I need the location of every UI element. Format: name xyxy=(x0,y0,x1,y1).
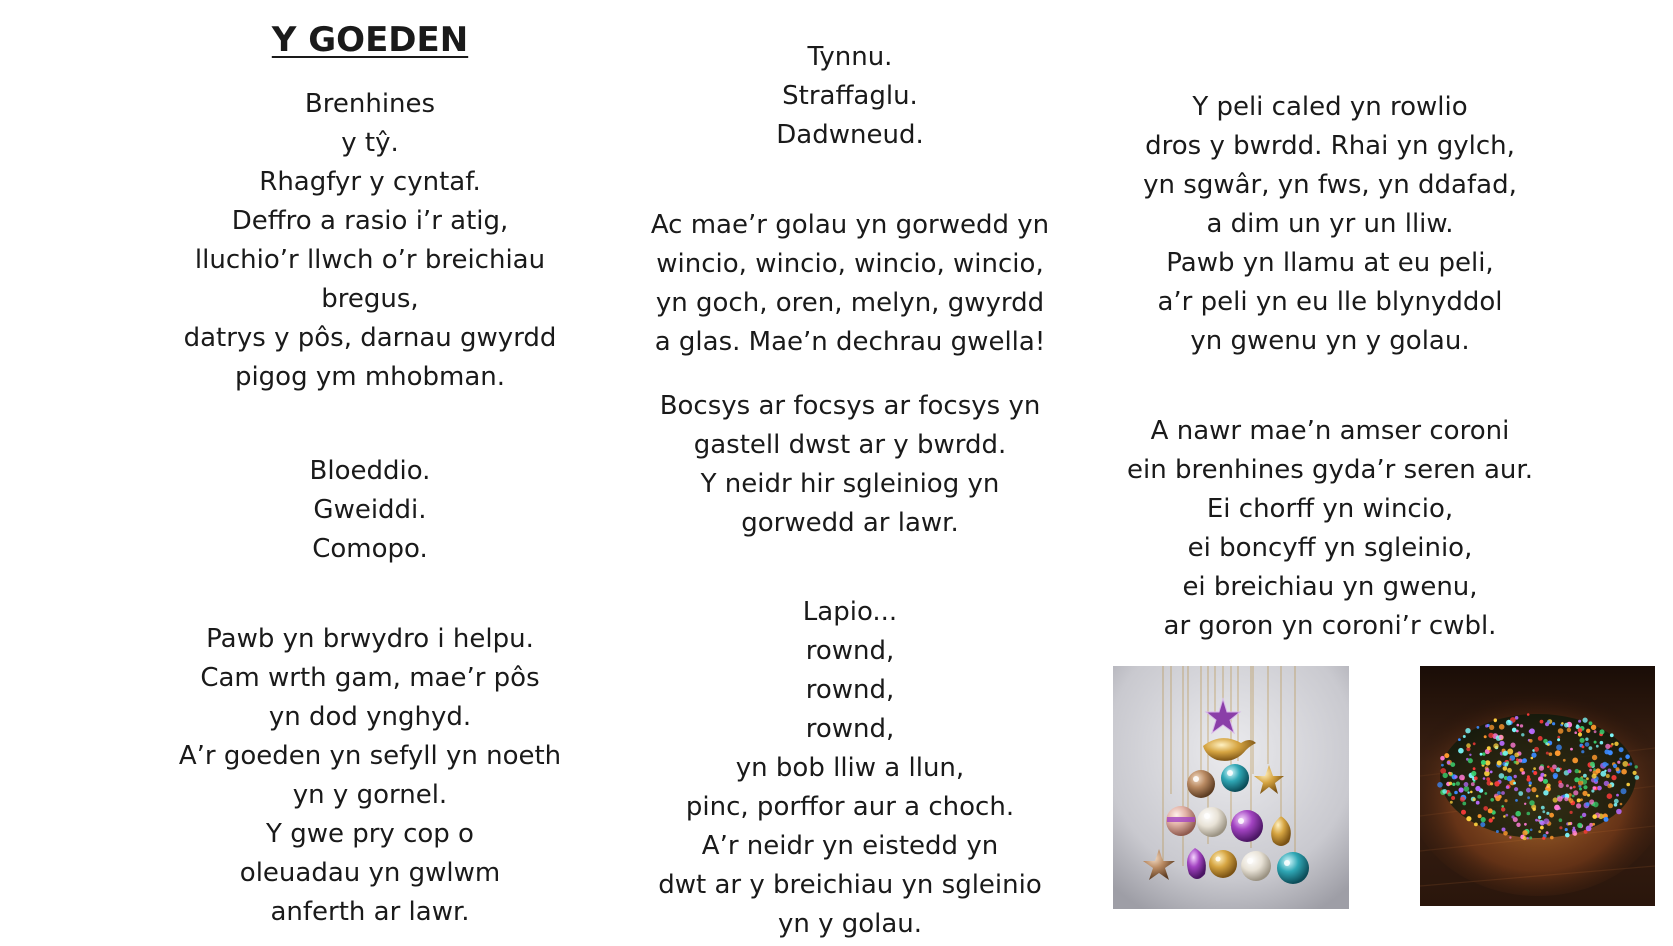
poem-line: yn dod ynghyd. xyxy=(268,702,472,732)
poem-line: dros y bwrdd. Rhai yn gylch, xyxy=(1145,131,1515,161)
poem-line: ar goron yn coroni’r cwbl. xyxy=(1163,611,1497,641)
stanza-9 xyxy=(1115,412,1545,646)
poem-line: yn gwenu yn y golau. xyxy=(1190,326,1470,356)
poem-line: Cam wrth gam, mae’r pôs xyxy=(200,663,540,693)
poem-line: Bocsys ar focsys ar focsys yn xyxy=(659,391,1041,421)
poem-line: gorwedd ar lawr. xyxy=(741,508,959,538)
poem-line: Dadwneud. xyxy=(776,120,924,150)
poem-line: Gweiddi. xyxy=(313,495,427,525)
poem-line: ei boncyff yn sgleinio, xyxy=(1187,533,1473,563)
poem-line: pigog ym mhobman. xyxy=(234,362,506,392)
stanza-6 xyxy=(640,387,1060,543)
stanza-3 xyxy=(170,620,570,932)
fairy-lights-photo xyxy=(1420,666,1655,906)
poem-line: gastell dwst ar y bwrdd. xyxy=(693,430,1007,460)
poem-line: anferth ar lawr. xyxy=(270,897,470,927)
poem-line: Y gwe pry cop o xyxy=(266,819,474,849)
stanza-2 xyxy=(170,452,570,569)
poem-line: A’r goeden yn sefyll yn noeth xyxy=(178,741,562,771)
poem-line: Straffaglu. xyxy=(782,81,918,111)
poem-line: rownd, xyxy=(805,636,895,666)
poem-line: datrys y pôs, darnau gwyrdd xyxy=(183,323,557,353)
stanza-7 xyxy=(640,593,1060,944)
stanza-5 xyxy=(640,206,1060,362)
poem-line: Y peli caled yn rowlio xyxy=(1192,92,1468,122)
poem-line: Lapio... xyxy=(802,597,898,627)
poem-line: a dim un yr un lliw. xyxy=(1206,209,1454,239)
stanza-1 xyxy=(170,85,570,397)
poem-line: ein brenhines gyda’r seren aur. xyxy=(1127,455,1533,485)
poem-line: wincio, wincio, wincio, wincio, xyxy=(656,249,1044,279)
poem-line: yn bob lliw a llun, xyxy=(735,753,965,783)
poem-line: a glas. Mae’n dechrau gwella! xyxy=(654,327,1046,357)
poem-line: Tynnu. xyxy=(807,42,893,72)
stanza-4 xyxy=(640,38,1060,155)
poem-line: y tŷ. xyxy=(341,128,399,158)
poem-line: rownd, xyxy=(805,714,895,744)
poem-line: Rhagfyr y cyntaf. xyxy=(259,167,481,197)
poem-line: A nawr mae’n amser coroni xyxy=(1150,416,1510,446)
poem-line: Pawb yn llamu at eu peli, xyxy=(1166,248,1494,278)
poem-line: a’r peli yn eu lle blynyddol xyxy=(1157,287,1503,317)
poem-line: Y neidr hir sgleiniog yn xyxy=(700,469,1000,499)
poem-line: oleuadau yn gwlwm xyxy=(239,858,501,888)
poem-line: bregus, xyxy=(321,284,419,314)
poem-title: Y GOEDEN xyxy=(271,20,469,60)
poem-line: rownd, xyxy=(805,675,895,705)
poem-line: lluchio’r llwch o’r breichiau xyxy=(194,245,546,275)
christmas-baubles-photo xyxy=(1113,666,1349,909)
poem-line: dwt ar y breichiau yn sgleinio xyxy=(658,870,1042,900)
poem-line: yn y golau. xyxy=(777,909,923,939)
poem-line: yn y gornel. xyxy=(292,780,448,810)
poem-line: Ac mae’r golau yn gorwedd yn xyxy=(650,210,1050,240)
poem-line: pinc, porffor aur a choch. xyxy=(685,792,1015,822)
poem-line: yn sgwâr, yn fws, yn ddafad, xyxy=(1143,170,1517,200)
poem-line: yn goch, oren, melyn, gwyrdd xyxy=(655,288,1045,318)
poem-line: Bloeddio. xyxy=(309,456,431,486)
poem-line: Brenhines xyxy=(304,89,436,119)
poem-line: Pawb yn brwydro i helpu. xyxy=(206,624,534,654)
poem-line: Comopo. xyxy=(312,534,428,564)
poem-line: ei breichiau yn gwenu, xyxy=(1182,572,1478,602)
poem-line: Deffro a rasio i’r atig, xyxy=(231,206,509,236)
poem-line: A’r neidr yn eistedd yn xyxy=(701,831,999,861)
poem-line: Ei chorff yn wincio, xyxy=(1206,494,1454,524)
stanza-8 xyxy=(1115,88,1545,361)
